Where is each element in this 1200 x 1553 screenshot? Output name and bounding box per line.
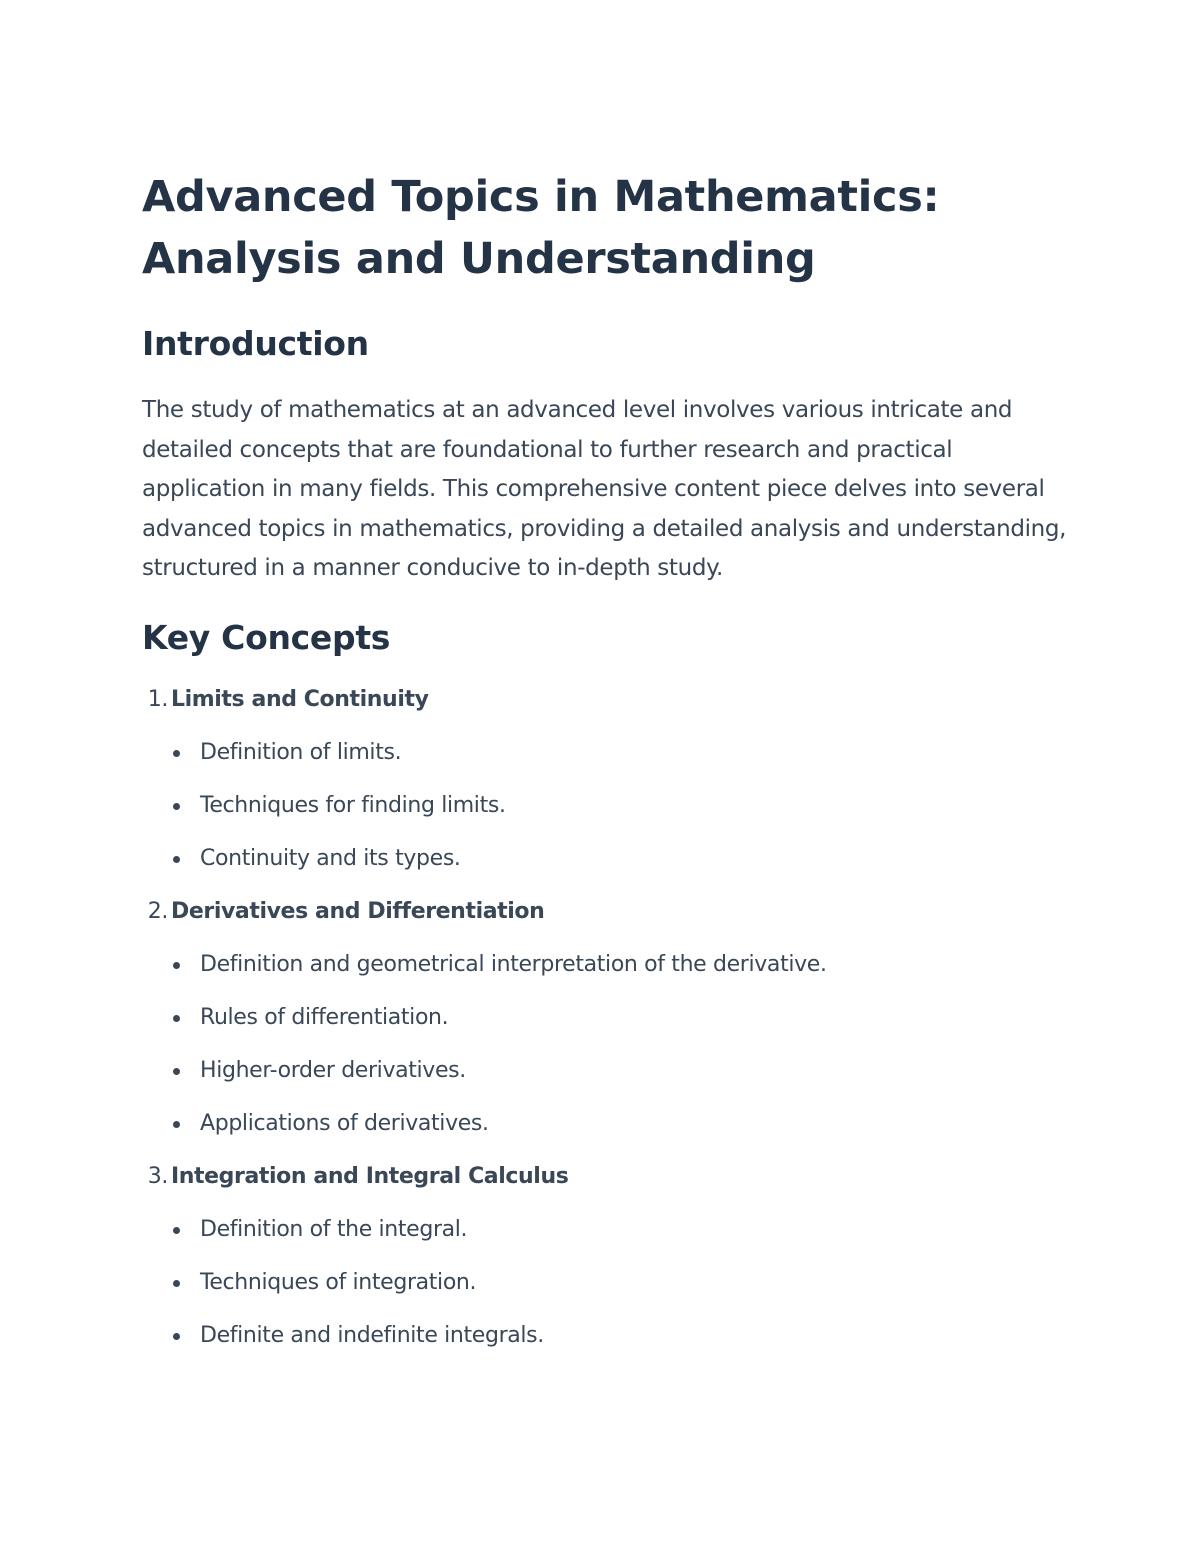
introduction-paragraph: The study of mathematics at an advanced level involves various intricate and detailed concepts that are foundational to further research and practical application in many fields. This comprehensive content piece delves into several advanced topics in mathematics, providing a detailed analysis and understanding, structured in a manner conducive to in-depth study.	[142, 397, 1067, 581]
key-concepts-list	[142, 684, 1072, 1352]
bullet-icon	[173, 962, 180, 969]
bullet-icon	[173, 1068, 180, 1075]
concept-title	[142, 684, 1072, 716]
list-item-text: Definition and geometrical interpretation of the derivative.	[200, 951, 827, 977]
concept-item	[142, 684, 1072, 875]
list-item	[142, 737, 1072, 769]
list-item-text: Techniques of integration.	[200, 1269, 477, 1295]
list-item-text: Techniques for finding limits.	[200, 792, 506, 818]
list-item	[142, 1267, 1072, 1299]
bullet-icon	[173, 1015, 180, 1022]
list-item-text: Definition of limits.	[200, 739, 402, 765]
concept-points	[142, 737, 1072, 875]
concept-number: 1.	[147, 686, 168, 712]
list-item-text: Higher-order derivatives.	[200, 1057, 466, 1083]
list-item-text: Definite and indefinite integrals.	[200, 1322, 544, 1348]
concept-title	[142, 896, 1072, 928]
concept-points	[142, 1214, 1072, 1352]
list-item-text: Continuity and its types.	[200, 845, 461, 871]
list-item	[142, 949, 1072, 981]
bullet-icon	[173, 1333, 180, 1340]
list-item	[142, 1108, 1072, 1140]
key-concepts-heading: Key Concepts	[142, 617, 391, 657]
bullet-icon	[173, 1280, 180, 1287]
list-item-text: Rules of differentiation.	[200, 1004, 449, 1030]
concept-title-text: Integration and Integral Calculus	[171, 1163, 569, 1189]
document-page	[142, 166, 1072, 1373]
list-item	[142, 1002, 1072, 1034]
page-title	[142, 166, 1072, 290]
list-item	[142, 790, 1072, 822]
concept-points	[142, 949, 1072, 1140]
bullet-icon	[173, 856, 180, 863]
bullet-icon	[173, 803, 180, 810]
list-item-text: Definition of the integral.	[200, 1216, 468, 1242]
concept-number: 3.	[147, 1163, 168, 1189]
concept-number: 2.	[147, 898, 168, 924]
list-item	[142, 843, 1072, 875]
page-title-line-1: Advanced Topics in Mathematics:	[142, 172, 940, 222]
list-item	[142, 1214, 1072, 1246]
concept-item	[142, 896, 1072, 1140]
concept-title-text: Limits and Continuity	[171, 686, 429, 712]
list-item	[142, 1320, 1072, 1352]
list-item-text: Applications of derivatives.	[200, 1110, 489, 1136]
concept-item	[142, 1161, 1072, 1352]
bullet-icon	[173, 750, 180, 757]
bullet-icon	[173, 1227, 180, 1234]
bullet-icon	[173, 1121, 180, 1128]
introduction-heading: Introduction	[142, 324, 369, 363]
list-item	[142, 1055, 1072, 1087]
concept-title	[142, 1161, 1072, 1193]
page-title-line-2: Analysis and Understanding	[142, 234, 816, 284]
concept-title-text: Derivatives and Differentiation	[171, 898, 545, 924]
